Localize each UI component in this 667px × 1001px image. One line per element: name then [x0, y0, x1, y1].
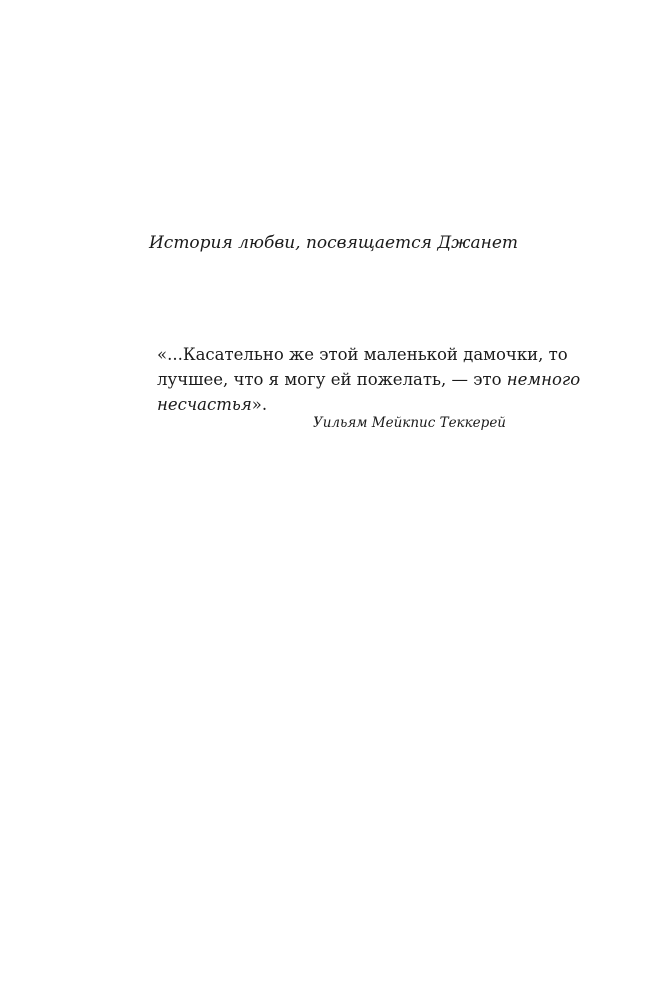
epigraph-emphasis-2: несчастья [157, 395, 252, 414]
epigraph [157, 342, 581, 433]
epigraph-line-2 [157, 367, 581, 392]
dedication-text: История любви, посвящается Джанет [148, 233, 519, 253]
epigraph-line-3-text: ». [251, 395, 268, 414]
epigraph-line-1: «...Касательно же этой маленькой дамочки, то [157, 345, 568, 364]
epigraph-emphasis-1: немного [506, 370, 581, 389]
epigraph-quote [157, 342, 581, 417]
epigraph-line-2-text: лучшее, что я могу ей пожелать, — это [157, 370, 507, 389]
epigraph-author: Уильям Мейкпис Теккерей [312, 415, 506, 431]
